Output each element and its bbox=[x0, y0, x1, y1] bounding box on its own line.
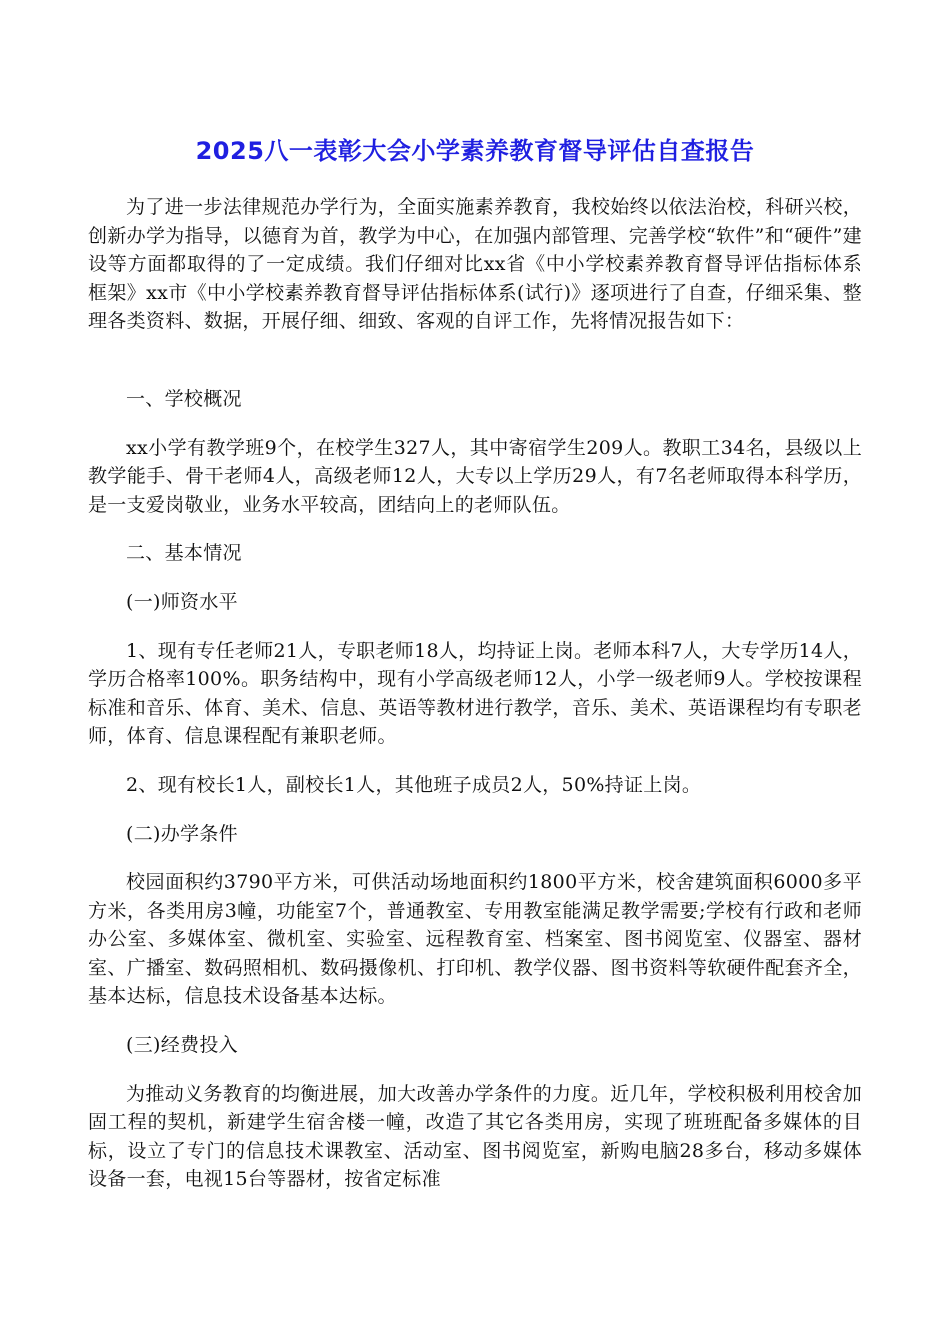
conditions-paragraph: 校园面积约3790平方米，可供活动场地面积约1800平方米，校舍建筑面积6000多平方米，各类用房3幢，功能室7个，普通教室、专用教室能满足教学需要;学校有行政和老师办公室、多媒体室、微机室、实验室、远程教育室、档案室、图书阅览室、仪器室、器材室、广播室、数码照相机、数码摄像机、打印机、教学仪器、图书资料等软硬件配套齐全，基本达标，信息技术设备基本达标。 bbox=[88, 871, 862, 1008]
document-page bbox=[88, 133, 862, 1194]
school-overview-paragraph: xx小学有教学班9个，在校学生327人，其中寄宿学生209人。教职工34名，县级以上教学能手、骨干老师4人，高级老师12人，大专以上学历29人，有7名老师取得本科学历，是一支爱岗敬业，业务水平较高，团结向上的老师队伍。 bbox=[88, 436, 862, 516]
teachers-paragraph-2: 2、现有校长1人，副校长1人，其他班子成员2人，50%持证上岗。 bbox=[126, 773, 702, 796]
subsection-heading-funding: (三)经费投入 bbox=[126, 1034, 238, 1057]
spacer bbox=[88, 336, 862, 385]
document-title: 2025八一表彰大会小学素养教育督导评估自查报告 bbox=[195, 137, 755, 165]
spacer bbox=[88, 1060, 862, 1080]
spacer bbox=[88, 568, 862, 588]
spacer bbox=[88, 414, 862, 434]
teachers-paragraph-1: 1、现有专任老师21人，专职老师18人，均持证上岗。老师本科7人，大专学历14人，学历合格率100%。职务结构中，现有小学高级老师12人，小学一级老师9人。学校按课程标准和音乐、体育、美术、信息、英语等教材进行教学，音乐、美术、英语课程均有专职老师，体育、信息课程配有兼职老师。 bbox=[88, 639, 863, 748]
spacer bbox=[88, 1011, 862, 1031]
spacer bbox=[88, 519, 862, 539]
intro-paragraph: 为了进一步法律规范办学行为，全面实施素养教育，我校始终以依法治校，科研兴校，创新办学为指导，以德育为首，教学为中心，在加强内部管理、完善学校“软件”和“硬件”建设等方面都取得的了一定成绩。我们仔细对比xx省《中小学校素养教育督导评估指标体系框架》xx市《中小学校素养教育督导评估指标体系(试行)》逐项进行了自查，仔细采集、整理各类资料、数据，开展仔细、细致、客观的自评工作，先将情况报告如下： bbox=[88, 196, 862, 333]
subsection-heading-teachers: (一)师资水平 bbox=[126, 590, 238, 613]
spacer bbox=[88, 848, 862, 868]
subsection-heading-conditions: (二)办学条件 bbox=[126, 822, 238, 845]
section-heading-school-overview: 一、学校概况 bbox=[126, 387, 242, 410]
spacer bbox=[88, 800, 862, 820]
section-heading-basic-situation: 二、基本情况 bbox=[126, 542, 242, 565]
spacer bbox=[88, 617, 862, 637]
funding-paragraph: 为推动义务教育的均衡进展，加大改善办学条件的力度。近几年，学校积极利用校舍加固工程的契机，新建学生宿舍楼一幢，改造了其它各类用房，实现了班班配备多媒体的目标，设立了专门的信息技术课教室、活动室、图书阅览室，新购电脑28多台，移动多媒体设备一套，电视15台等器材，按省定标准 bbox=[88, 1082, 862, 1191]
spacer bbox=[88, 751, 862, 771]
